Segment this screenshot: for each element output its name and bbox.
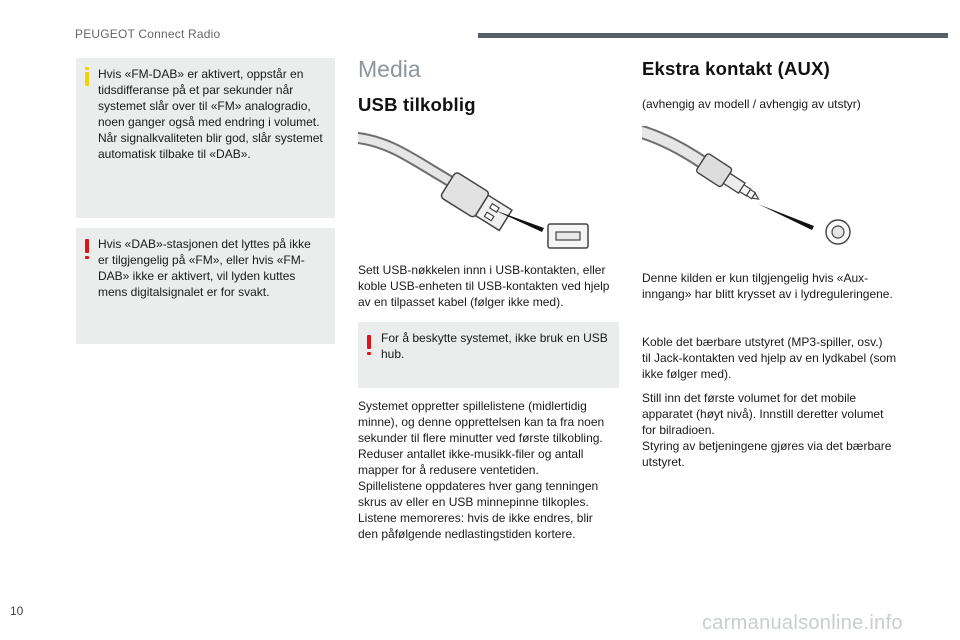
- aux-para-3-line: for bilradioen.: [642, 423, 715, 437]
- info-note-line: Hvis «FM-DAB» er aktivert, oppstår en: [98, 67, 304, 81]
- usb-body-line: sekunder til flere minutter ved første tilkobling.: [358, 431, 603, 445]
- warning-note-line: DAB» ikke er aktivert, vil lyden kuttes: [98, 269, 296, 283]
- aux-para-1-line: Denne kilden er kun tilgjengelig hvis «Aux-: [642, 271, 869, 285]
- aux-para-1: [642, 270, 893, 302]
- aux-subtitle: (avhengig av modell / avhengig av utstyr): [642, 97, 861, 111]
- info-note-line: Når signalkvaliteten blir god, slår systemet: [98, 131, 323, 145]
- warning-note-line: Hvis «DAB»-stasjonen det lyttes på ikke: [98, 237, 311, 251]
- watermark-text: carmanualsonline.info: [702, 612, 903, 634]
- usb-body-line: minne), og denne opprettelsen kan ta fra noen: [358, 415, 605, 429]
- jack-plug-illustration: [642, 126, 862, 250]
- info-note-line: noen ganger også med endring i volumet.: [98, 115, 320, 129]
- page-number: 10: [10, 604, 24, 618]
- info-note-box: [76, 58, 335, 218]
- info-note-line: automatisk tilbake til «DAB».: [98, 147, 251, 161]
- usb-body-text: [358, 398, 604, 542]
- usb-body-line: Systemet oppretter spillelistene (midlertidig: [358, 399, 587, 413]
- usb-intro-line: Sett USB-nøkkelen innn i USB-kontakten, eller: [358, 263, 606, 277]
- usb-body-line: den påfølgende nedlastingstiden kortere.: [358, 527, 576, 541]
- warning-note-box: [76, 228, 335, 344]
- usb-plug-illustration: [358, 128, 598, 250]
- usb-body-line: Reduser antallet ikke-musikk-filer og antall: [358, 447, 584, 461]
- warning-icon: [367, 335, 371, 349]
- aux-para-1-line: inngang» har blitt krysset av i lydreguleringene.: [642, 287, 893, 301]
- heading-usb: USB tilkoblig: [358, 94, 476, 115]
- aux-para-3-line: Styring av betjeningene gjøres via det bærbare: [642, 439, 892, 453]
- usb-warning-box: [358, 322, 619, 388]
- info-note-line: tidsdifferanse på et par sekunder når: [98, 83, 294, 97]
- section-title-media: Media: [358, 56, 421, 82]
- usb-body-line: Listene memoreres: hvis de ikke endres, blir: [358, 511, 593, 525]
- usb-warning-line: hub.: [381, 347, 405, 361]
- aux-para-2: [642, 334, 896, 382]
- usb-intro-line: koble USB-enheten til USB-kontakten ved hjelp: [358, 279, 610, 293]
- aux-para-2-line: ikke følger med).: [642, 367, 732, 381]
- running-header-title: PEUGEOT Connect Radio: [75, 27, 221, 41]
- usb-intro-text: [358, 262, 609, 310]
- usb-body-line: mapper for å redusere ventetiden.: [358, 463, 539, 477]
- warning-note-line: mens digitalsignalet er for svakt.: [98, 285, 270, 299]
- usb-warning-line: For å beskytte systemet, ikke bruk en USB: [381, 331, 608, 345]
- aux-para-2-line: til Jack-kontakten ved hjelp av en lydkabel (som: [642, 351, 897, 365]
- aux-para-3: [642, 390, 891, 470]
- usb-body-line: skrus av eller en USB minnepinne tilkoples.: [358, 495, 589, 509]
- aux-para-3-line: Still inn det første volumet for det mobile: [642, 391, 857, 405]
- info-note-line: systemet slår over til «FM» analogradio,: [98, 99, 311, 113]
- usb-intro-line: av en tilpasset kabel (følger ikke med).: [358, 295, 564, 309]
- usb-body-line: Spillelistene oppdateres hver gang tenningen: [358, 479, 599, 493]
- warning-note-line: er tilgjengelig på «FM», eller hvis «FM-: [98, 253, 305, 267]
- warning-icon: [85, 239, 89, 253]
- aux-para-3-line: apparatet (høyt nivå). Innstill deretter volumet: [642, 407, 884, 421]
- info-icon: [85, 72, 89, 86]
- heading-aux: Ekstra kontakt (AUX): [642, 58, 831, 79]
- header-rule: [478, 33, 948, 38]
- aux-para-2-line: Koble det bærbare utstyret (MP3-spiller, osv.): [642, 335, 883, 349]
- aux-para-3-line: utstyret.: [642, 455, 685, 469]
